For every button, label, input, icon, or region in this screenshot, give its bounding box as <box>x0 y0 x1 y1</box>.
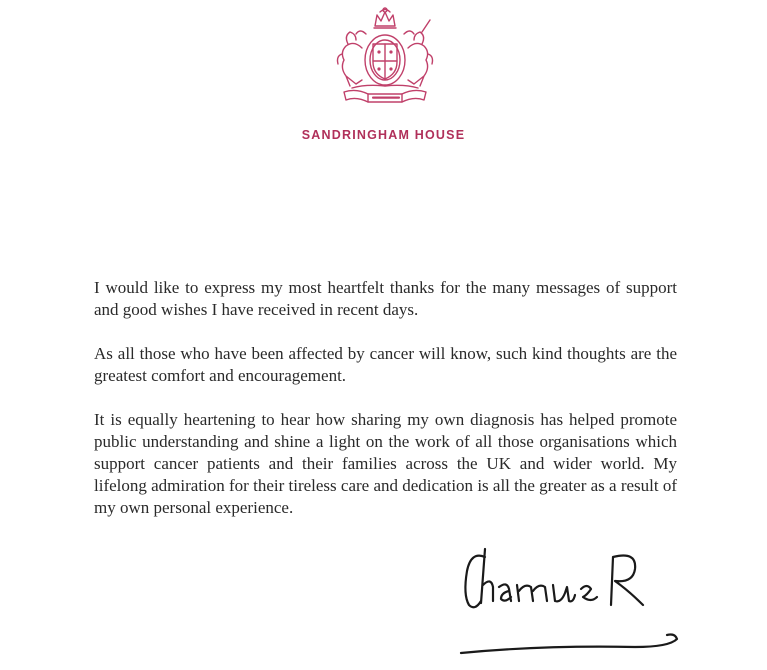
letter-body <box>94 277 677 541</box>
letterhead-address: SANDRINGHAM HOUSE <box>301 128 466 142</box>
royal-coat-of-arms-icon <box>326 6 444 108</box>
letter-paragraph-3: It is equally heartening to hear how sharing my own diagnosis has helped promote public understanding and shine a light on the work of all those organisations which support cancer patients and their families across the UK and wider world. My lifelong admiration for their tireless care and dedication is all the greater as a result of my own personal experience. <box>94 410 677 517</box>
letter-paragraph-1: I would like to express my most heartfelt thanks for the many messages of support and good wishes I have received in recent days. <box>94 278 677 319</box>
handwritten-signature <box>455 543 680 668</box>
letter-paragraph-2: As all those who have been affected by cancer will know, such kind thoughts are the greatest comfort and encouragement. <box>94 344 677 385</box>
